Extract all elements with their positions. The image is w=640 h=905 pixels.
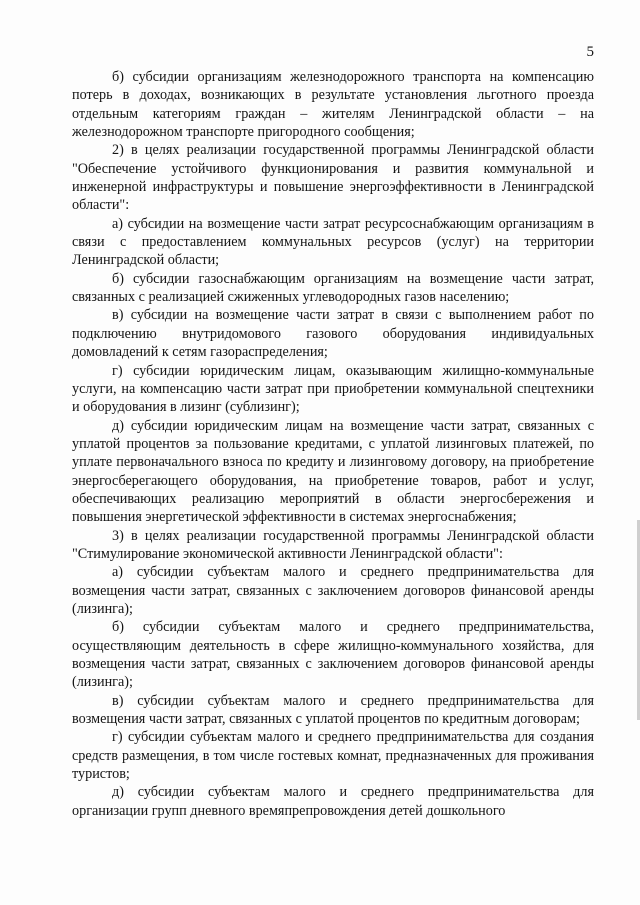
paragraph-2g-leasing-subsidies: г) субсидии юридическим лицам, оказывающим жилищно-коммунальные услуги, на компенсацию части затрат при приобретении коммунальной спецтехники и оборудования в лизинг (сублизинг);: [72, 362, 594, 416]
document-body: [72, 68, 594, 820]
paragraph-3v-sme-credit-subsidies: в) субсидии субъектам малого и среднего предпринимательства для возмещения части затрат, связанных с уплатой процентов по кредитным договорам;: [72, 692, 594, 728]
paragraph-2a-resource-supply-subsidies: а) субсидии на возмещение части затрат ресурсоснабжающим организациям в связи с предоставлением коммунальных ресурсов (услуг) на территории Ленинградской области;: [72, 215, 594, 269]
paragraph-3-economic-activity-program: 3) в целях реализации государственной программы Ленинградской области "Стимулирование экономической активности Ленинградской области":: [72, 527, 594, 562]
paragraph-1b-railway-subsidies: б) субсидии организациям железнодорожного транспорта на компенсацию потерь в доходах, возникающих в результате установления льготного проезда отдельным категориям граждан – жителям Ленинградской области – на железнодорожном транспорте пригородного сообщения;: [72, 69, 594, 141]
paragraph-2-infrastructure-program: 2) в целях реализации государственной программы Ленинградской области "Обеспечение устойчивого функционирования и развития коммунальной и инженерной инфраструктуры и повышение энергоэффективности в Ленинградской области":: [72, 142, 594, 214]
paragraph-2d-energy-efficiency-subsidies: д) субсидии юридическим лицам на возмещение части затрат, связанных с уплатой процентов за пользование кредитами, с уплатой лизинговых платежей, по уплате первоначального взноса по кредиту и лизинговому договору, на приобретение энергосберегающего оборудования, на приобретение товаров, работ и услуг, обеспечивающих реализацию мероприятий в области энергосбережения и повышения энергетической эффективности в системах энергоснабжения;: [72, 417, 594, 526]
paragraph-3a-sme-leasing-subsidies: а) субсидии субъектам малого и среднего предпринимательства для возмещения части затрат, связанных с заключением договоров финансовой аренды (лизинга);: [72, 564, 594, 617]
paragraph-3g-sme-accommodation-subsidies: г) субсидии субъектам малого и среднего предпринимательства для создания средств размещения, в том числе гостевых комнат, предназначенных для проживания туристов;: [72, 729, 594, 783]
paragraph-3b-sme-housing-leasing-subsidies: б) субсидии субъектам малого и среднего предпринимательства, осуществляющим деятельность в сфере жилищно-коммунального хозяйства, для возмещения части затрат, связанных с заключением договоров финансовой аренды (лизинга);: [72, 619, 594, 691]
paragraph-3d-sme-childcare-subsidies: д) субсидии субъектам малого и среднего предпринимательства для организации групп дневного времяпрепровождения детей дошкольного: [72, 784, 594, 819]
paragraph-2b-gas-supply-subsidies: б) субсидии газоснабжающим организациям на возмещение части затрат, связанных с реализацией сжиженных углеводородных газов населению;: [72, 270, 594, 306]
page-number: 5: [586, 44, 594, 60]
paragraph-2v-gas-connection-subsidies: в) субсидии на возмещение части затрат в связи с выполнением работ по подключению внутридомового газового оборудования индивидуальных домовладений к сетям газораспределения;: [72, 307, 594, 361]
